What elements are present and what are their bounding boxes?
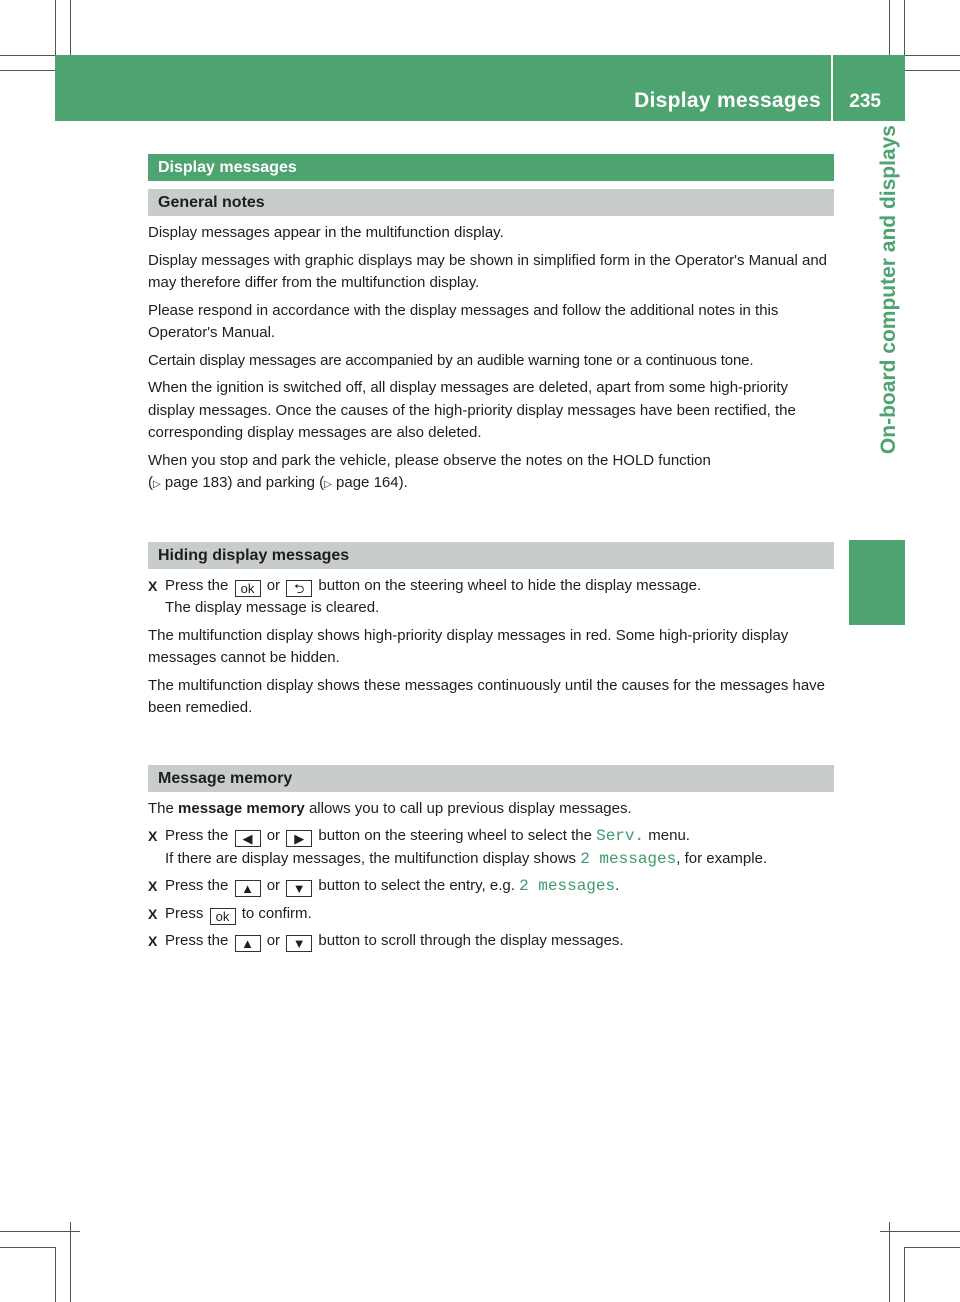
step-result: The display message is cleared.: [165, 599, 380, 616]
paragraph: Display messages appear in the multifunction display.: [148, 224, 504, 241]
step-text: Press: [165, 904, 204, 922]
paragraph: Please respond in accordance with the display messages and follow the additional notes in this Operator's Manual.: [148, 301, 779, 341]
step-text: Press the: [165, 877, 229, 894]
chapter-tab-label: On-board computer and displays: [877, 125, 900, 455]
instruction-step: [148, 575, 834, 620]
instruction-step: [148, 825, 834, 870]
paragraph: When the ignition is switched off, all display messages are deleted, apart from some high-priority display messages. Once the causes of the high-priority display messages have been rectified, the corresponding display messages are also deleted.: [148, 379, 796, 441]
paragraph: The multifunction display shows high-priority display messages in red. Some high-priority display messages cannot be hidden.: [148, 626, 789, 666]
step-text: button to scroll through the display messages.: [318, 932, 624, 949]
instruction-step: X Press the ▲ or ▼ button to select the entry, e.g. 2 messages.: [148, 877, 620, 896]
section-title: Display messages: [148, 154, 834, 181]
step-arrow-icon: X: [148, 878, 158, 894]
step-text: button on the steering wheel to select the: [318, 827, 592, 844]
heading-general-notes: General notes: [148, 189, 834, 216]
up-button-icon: ▲: [235, 880, 261, 897]
page-ref-text: page 164).: [336, 474, 408, 491]
left-button-icon: ◀: [235, 830, 261, 847]
header-divider: [831, 55, 833, 121]
down-button-icon: ▼: [286, 935, 312, 952]
crop-mark: [70, 1222, 71, 1302]
step-arrow-icon: X: [148, 828, 158, 844]
paragraph: [148, 798, 834, 821]
step-arrow-icon: X: [148, 933, 158, 949]
page-header: [55, 55, 905, 121]
step-arrow-icon: X: [148, 905, 158, 922]
crop-mark: [0, 1231, 80, 1232]
display-text-messages: 2 messages: [519, 877, 616, 895]
paragraph: Certain display messages are accompanied by an audible warning tone or a continuous tone.: [148, 351, 754, 369]
heading-hiding-messages: Hiding display messages: [148, 542, 834, 569]
page-number: 235: [849, 91, 881, 112]
page-content: [148, 154, 834, 958]
running-title: Display messages: [634, 89, 821, 112]
chapter-tab-marker: [849, 540, 905, 625]
display-text-serv: Serv.: [596, 827, 645, 845]
page-ref-icon: ▷: [324, 479, 332, 490]
crop-mark: [0, 1247, 55, 1248]
crop-mark: [889, 1222, 890, 1302]
step-arrow-icon: X: [148, 577, 158, 594]
page-ref-text: page 183) and parking (: [164, 474, 325, 491]
paragraph: The multifunction display shows these messages continuously until the causes for the messages have been remedied.: [148, 676, 826, 716]
instruction-step: [148, 903, 834, 926]
crop-mark: [0, 55, 55, 56]
crop-mark: [55, 0, 56, 55]
ok-button-icon: ok: [235, 580, 261, 597]
step-text: button to select the entry, e.g.: [318, 877, 515, 894]
step-result: If there are display messages, the multifunction display shows: [165, 849, 577, 867]
step-text: menu.: [648, 827, 690, 844]
paragraph: Display messages with graphic displays may be shown in simplified form in the Operator's Manual and may therefore differ from the multifunction display.: [148, 251, 828, 291]
page-ref-icon: ▷: [153, 479, 161, 490]
back-button-icon: ⮌: [286, 580, 312, 597]
step-text: button on the steering wheel to hide the display message.: [318, 576, 702, 594]
crop-mark: [880, 1231, 960, 1232]
step-text: or: [266, 827, 281, 844]
paragraph-text: The: [148, 799, 174, 817]
down-button-icon: ▼: [286, 880, 312, 897]
step-result: , for example.: [676, 849, 768, 867]
crop-mark: [905, 1247, 960, 1248]
chapter-tab: [849, 121, 905, 531]
paragraph-text: allows you to call up previous display messages.: [308, 799, 632, 817]
paragraph-text: When you stop and park the vehicle, please observe the notes on the HOLD function: [148, 451, 711, 469]
step-text: or: [266, 932, 281, 949]
right-button-icon: ▶: [286, 830, 312, 847]
display-text-messages: 2 messages: [580, 849, 677, 868]
paragraph: When you stop and park the vehicle, please observe the notes on the HOLD function (▷ page 183) and parking (▷ page 164).: [148, 451, 711, 491]
crop-mark: [905, 55, 960, 56]
heading-message-memory: Message memory: [148, 765, 834, 792]
step-text: Press the: [165, 576, 229, 594]
crop-mark: [904, 0, 905, 55]
up-button-icon: ▲: [235, 935, 261, 952]
step-text: Press the: [165, 932, 229, 949]
crop-mark: [55, 1247, 56, 1302]
term-message-memory: message memory: [178, 799, 305, 817]
crop-mark: [904, 1247, 905, 1302]
step-text: Press the: [165, 827, 229, 844]
step-text: to confirm.: [241, 904, 312, 922]
instruction-step: [148, 930, 834, 953]
step-text: or: [266, 576, 281, 594]
ok-button-icon: ok: [210, 908, 236, 925]
step-text: or: [266, 877, 281, 894]
